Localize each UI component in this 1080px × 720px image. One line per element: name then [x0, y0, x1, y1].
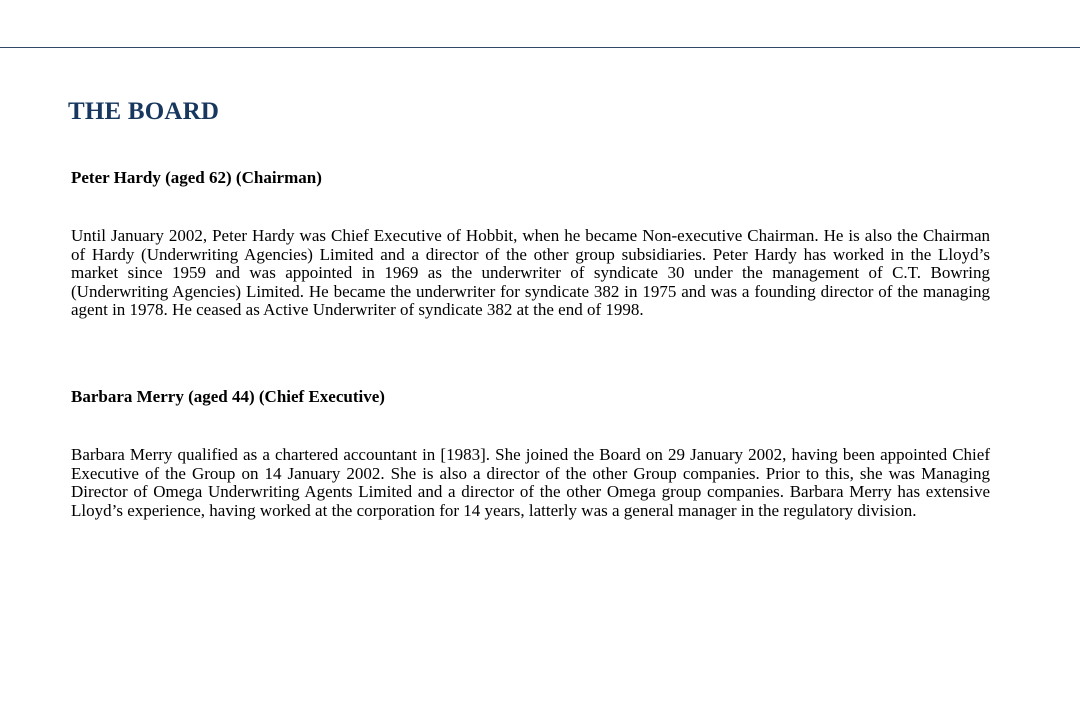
- member-name-chairman: Peter Hardy (aged 62) (Chairman): [71, 168, 322, 187]
- page-title: THE BOARD: [68, 98, 220, 125]
- header-rule: [0, 47, 1080, 48]
- board-member-heading: [71, 386, 990, 408]
- member-name-chief-executive: Barbara Merry (aged 44) (Chief Executive): [71, 387, 385, 406]
- board-member-heading: [71, 167, 990, 189]
- member-bio-chief-executive: Barbara Merry qualified as a chartered accountant in [1983]. She joined the Board on 29 January 2002, having been appointed Chief Executive of the Group on 14 January 2002. She is also a director of the other Group companies. Prior to this, she was Managing Director of Omega Underwriting Agents Limited and a director of the other Omega group companies. Barbara Merry has extensive Lloyd’s experience, having worked at the corporation for 14 years, latterly was a general manager in the regulatory division.: [71, 445, 990, 520]
- member-bio-chairman: Until January 2002, Peter Hardy was Chief Executive of Hobbit, when he became Non-executive Chairman. He is also the Chairman of Hardy (Underwriting Agencies) Limited and a director of the other group subsidiaries. Peter Hardy has worked in the Lloyd’s market since 1959 and was appointed in 1969 as the underwriter of syndicate 30 under the management of C.T. Bowring (Underwriting Agencies) Limited. He became the underwriter for syndicate 382 in 1975 and was a founding director of the managing agent in 1978. He ceased as Active Underwriter of syndicate 382 at the end of 1998.: [71, 226, 990, 319]
- board-member-bio: [71, 227, 990, 320]
- board-member-bio: [71, 446, 990, 520]
